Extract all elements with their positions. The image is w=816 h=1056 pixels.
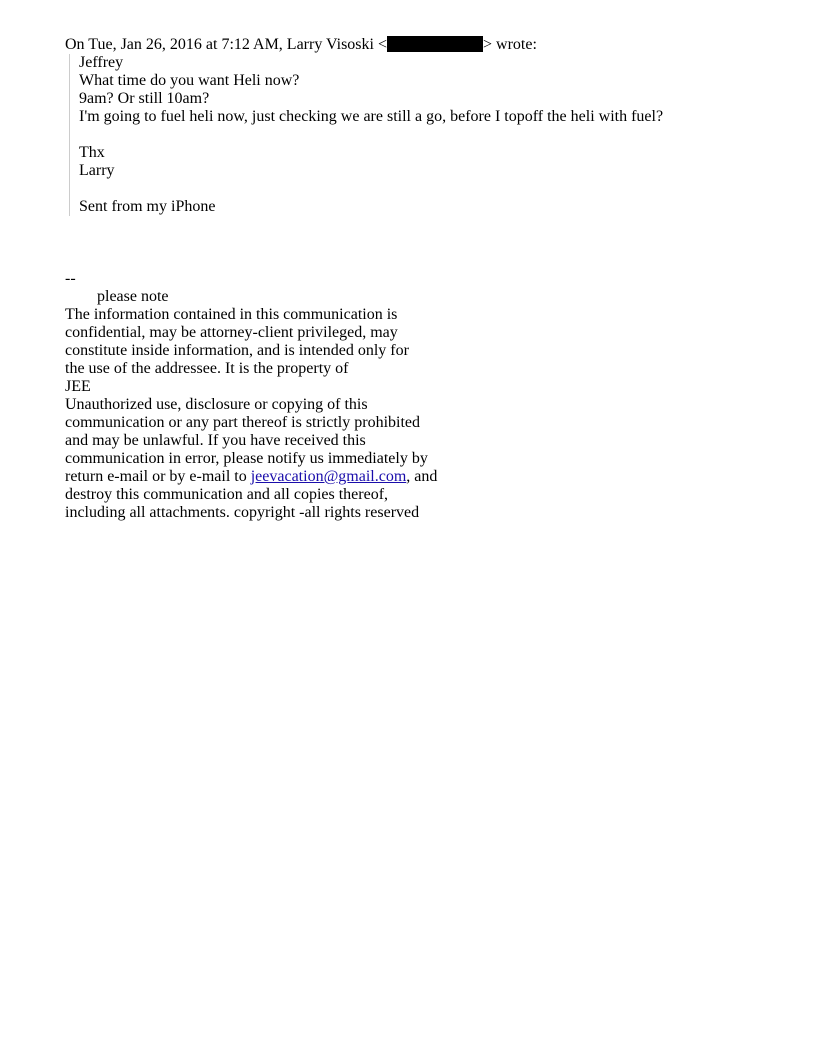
spacer xyxy=(65,216,785,270)
quoted-sign-line: Larry xyxy=(79,162,115,179)
disclaimer-note: please note xyxy=(97,288,169,305)
quoted-line: I'm going to fuel heli now, just checking we are still a go, before I topoff the heli with fuel? xyxy=(79,108,664,125)
disclaimer-line: communication or any part thereof is strictly prohibited xyxy=(65,414,421,431)
disclaimer-line: constitute inside information, and is intended only for xyxy=(65,342,409,359)
blank-line xyxy=(79,180,785,198)
reply-header xyxy=(65,36,785,54)
disclaimer-line: communication in error, please notify us immediately by xyxy=(65,450,428,467)
disclaimer-line: Unauthorized use, disclosure or copying of this xyxy=(65,396,368,413)
reply-header-prefix: On Tue, Jan 26, 2016 at 7:12 AM, Larry Visoski < xyxy=(65,36,387,53)
email-body xyxy=(65,36,785,522)
quoted-line: 9am? Or still 10am? xyxy=(79,90,210,107)
email-suffix: , and xyxy=(406,468,438,485)
disclaimer-line: The information contained in this communication is xyxy=(65,306,398,323)
disclaimer-line: including all attachments. copyright -all rights reserved xyxy=(65,504,420,521)
disclaimer-line: and may be unlawful. If you have received this xyxy=(65,432,366,449)
signature-separator: -- xyxy=(65,270,76,287)
quoted-message xyxy=(69,54,785,216)
email-link[interactable]: jeevacation@gmail.com xyxy=(250,468,407,485)
quoted-line: Jeffrey xyxy=(79,54,124,71)
quoted-sign-line: Thx xyxy=(79,144,105,161)
reply-header-suffix: > wrote: xyxy=(483,36,537,53)
disclaimer-line: the use of the addressee. It is the property of xyxy=(65,360,349,377)
redacted-email-block xyxy=(387,36,483,52)
email-prefix: return e-mail or by e-mail to xyxy=(65,468,251,485)
disclaimer-line: destroy this communication and all copies thereof, xyxy=(65,486,389,503)
quoted-signature: Sent from my iPhone xyxy=(79,198,216,215)
blank-line xyxy=(79,126,785,144)
quoted-line: What time do you want Heli now? xyxy=(79,72,300,89)
disclaimer-email-line xyxy=(65,468,785,486)
disclaimer xyxy=(65,306,785,522)
disclaimer-line: confidential, may be attorney-client privileged, may xyxy=(65,324,398,341)
disclaimer-line: JEE xyxy=(65,378,91,395)
